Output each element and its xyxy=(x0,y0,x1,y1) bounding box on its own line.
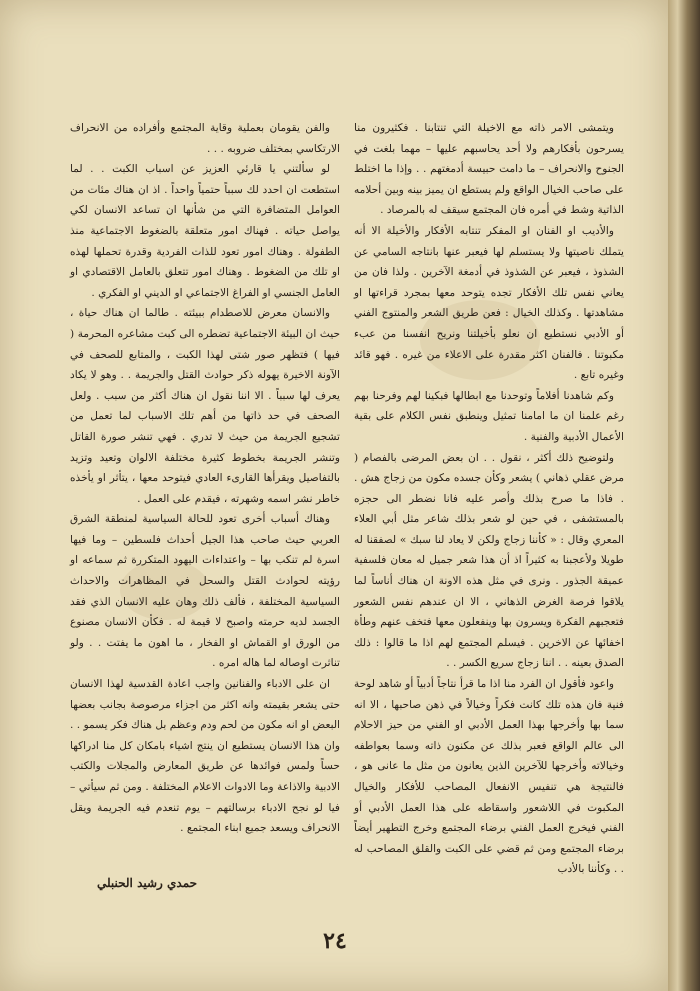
right-text-column xyxy=(354,118,624,880)
paragraph: ويتمشى الامر ذاته مع الاخيلة التي تنتابنا . فكثيرون منا يسرحون بأفكارهم ولا أحد يحاسبهم عليها – مهما بلغت في الجنوح والانحراف – ما دامت حبيسة أدمغتهم . . وإذا ما اختلط على صاحب الخيال الواقع ولم يستطع ان يميز بينه وبين أحلامه الذاتية وشط في أمره فان المجتمع سيقف له بالمرصاد . xyxy=(354,122,624,217)
paragraph: واعود فأقول ان الفرد منا اذا ما قرأ نتاجاً أدبياً أو شاهد لوحة فنية فان هذه تلك كانت فكراً وخيالاً في ذهن صاحبها ، الا انه سما بها وأخرجها بهذا العمل الأدبي او الفني من حيز الاحلام الى عالم الواقع فعبر بذلك عن مكنون ذاته وسما بعواطفه وخيالاته وأخرجها للآخرين الذين يعانون من مثل ما عانى هو ، فالنتيجة هي تنفيس الانفعال المصاحب للأفكار والخيال المكبوت في اللاشعور واسقاطه على هذا العمل الأدبي أو الفني فيخرج العمل الفني برضاء المجتمع وخرج التطهير أيضاً برضاء المجتمع ومن ثم قضي على الكبت والقلق المصاحب له . . وكأننا بالأدب xyxy=(354,678,624,876)
left-text-column xyxy=(70,118,340,839)
paragraph: وكم شاهدنا أفلاماً وتوحدنا مع ابطالها فبكينا لهم وفرحنا بهم رغم علمنا ان ما امامنا تمثيل وينطبق نفس الكلام على بقية الأعمال الأدبية والفنية . xyxy=(354,389,624,443)
paragraph: والأديب او الفنان او المفكر تنتابه الأفكار والأخيلة الا أنه يتملك ناصيتها ولا يستسلم لها فيعبر عنها بانتاجه السامي عن الشذوذ ، فيعبر عن الشذوذ في أدمغة الآخرين . ولذا فان من يعاني نفس تلك الأفكار تجده يتوحد معها بمجرد قراءتها او مشاهدتها . وكذلك الخيال : فعن طريق الشعر والمنتوج الفني أو الأدبي نستطيع ان نعلو بأخيلتنا ونريح انفسنا من عبء مكبوتنا . فالفنان اكثر مقدرة على الاعلاء من غيره . فهو قائد وغيره تابع . xyxy=(354,224,624,382)
paragraph: والانسان معرض للاصطدام ببيئته . طالما ان هناك حياة ، حيث ان البيئة الاجتماعية تضطره الى كبت مشاعره المحرمة ( فيها ) فتظهر صور شتى لهذا الكبت ، والمتابع للصحف في الآونة الاخيرة يهوله ذكر حوادث القتل والجريمة . . وهو لا يكاد يعرف لها سبباً . الا اننا نقول ان هناك أكثر من سبب . ولعل الصحف في حد ذاتها من أهم تلك الاسباب لما تعمل من تشجيع الجريمة من حيث لا تدري . فهي تنشر صورة القاتل وتنشر الجريمة بخطوط كثيرة مختلفة الالوان وتعيد وتزيد بالتفاصيل ويقرأها القارىء العادي فيتوحد معها ، يتأثر او يأخذه خاطر نشر اسمه وشهرته ، فيقدم على العمل . xyxy=(70,307,340,505)
page-number: ٢٤ xyxy=(323,928,347,954)
paragraph: لو سألتني يا قارئي العزيز عن اسباب الكبت . . لما استطعت ان احدد لك سبباً حتمياً واحداً . اذ ان هناك مئات من العوامل المتضافرة التي من شأنها ان تساعد الانسان لكي يواصل حياته . فهناك امور متعلقة بالضغوط الاجتماعية منذ الطفولة . وهناك امور تعود للذات الفردية وقدرة تحملها لهذه او تلك من الضغوط . وهناك امور تتعلق بالعامل الاقتصادي او العامل الجنسي او الفراغ الاجتماعي او الديني او الفكري . xyxy=(70,163,340,299)
book-binding-edge xyxy=(668,0,700,991)
paragraph: وهناك أسباب أخرى تعود للحالة السياسية لمنطقة الشرق العربي حيث صاحب هذا الجيل أحداث فلسطين – وما فيها اسرة لم تنكب بها – واعتداءات اليهود المتكررة ثم سماعه او رؤيته لحوادث القتل والسحل في المظاهرات والاحداث السياسية المختلفة ، فألف ذلك وهان عليه الانسان الذي فقد الجسد لديه حرمته واصبح لا قيمة له . فكأن الانسان مصنوع من الورق او القماش او الفخار ، ما اهون ما يفتت . . ولو تناثرت اوصاله لما هاله امره . xyxy=(70,513,340,670)
paragraph: ولتوضيح ذلك أكثر ، نقول . . ان بعض المرضى بالفصام ( مرض عقلي ذهاني ) يشعر وكأن جسده مكون من زجاج هش . . فاذا ما صرح بذلك وأصر عليه فانا نضطر الى حجزه بالمستشفى ، في حين لو شعر بذلك شاعر مثل أبي العلاء المعري وقال : « كأننا زجاج ولكن لا يعاد لنا سبك » لصفقنا له طويلا ولأعجبنا به كثيراً اذ أن هذا شعر جميل له معان فلسفية عميقة الجذور . ونرى في مثل هذه الاونة ان هناك أناساً لما يلاقوا فرصة الغرض الذهاني ، الا ان عندهم نفس الشعور فتعجبهم الفكرة ويسرون بها وينفعلون معها فتخف عنهم وطأة اخفائها عن الاخرين . فيسلم المجتمع لهم اذا ما قالوا : ذلك الصدق بعينه . . اننا زجاج سريع الكسر . . xyxy=(354,451,624,670)
paragraph: ان على الادباء والفنانين واجب اعادة القدسية لهذا الانسان حتى يشعر بقيمته وانه اكثر من اجزاء مرصوصة بجانب بعضها البعض او انه مكون من لحم ودم وعظم بل هناك فكر يسمو . . وان هذا الانسان يستطيع ان ينتج اشياء بامكان كل منا ادراكها حساً ولمس فوائدها عن طريق المعارض والمجلات والكتب الادبية والاذاعة وما الادوات الاعلام المختلفة . ومن ثم سيأتي – فيا لو نجح الادباء برسالتهم – يوم تنعدم فيه الجريمة ويقل الانحراف ويسعد جميع ابناء المجتمع . xyxy=(70,678,340,835)
author-signature: حمدي رشيد الحنبلي xyxy=(96,876,198,890)
paragraph: والفن يقومان بعملية وقاية المجتمع وأفراده من الانحراف الارتكاسي بمختلف ضروبه . . . xyxy=(70,122,340,155)
